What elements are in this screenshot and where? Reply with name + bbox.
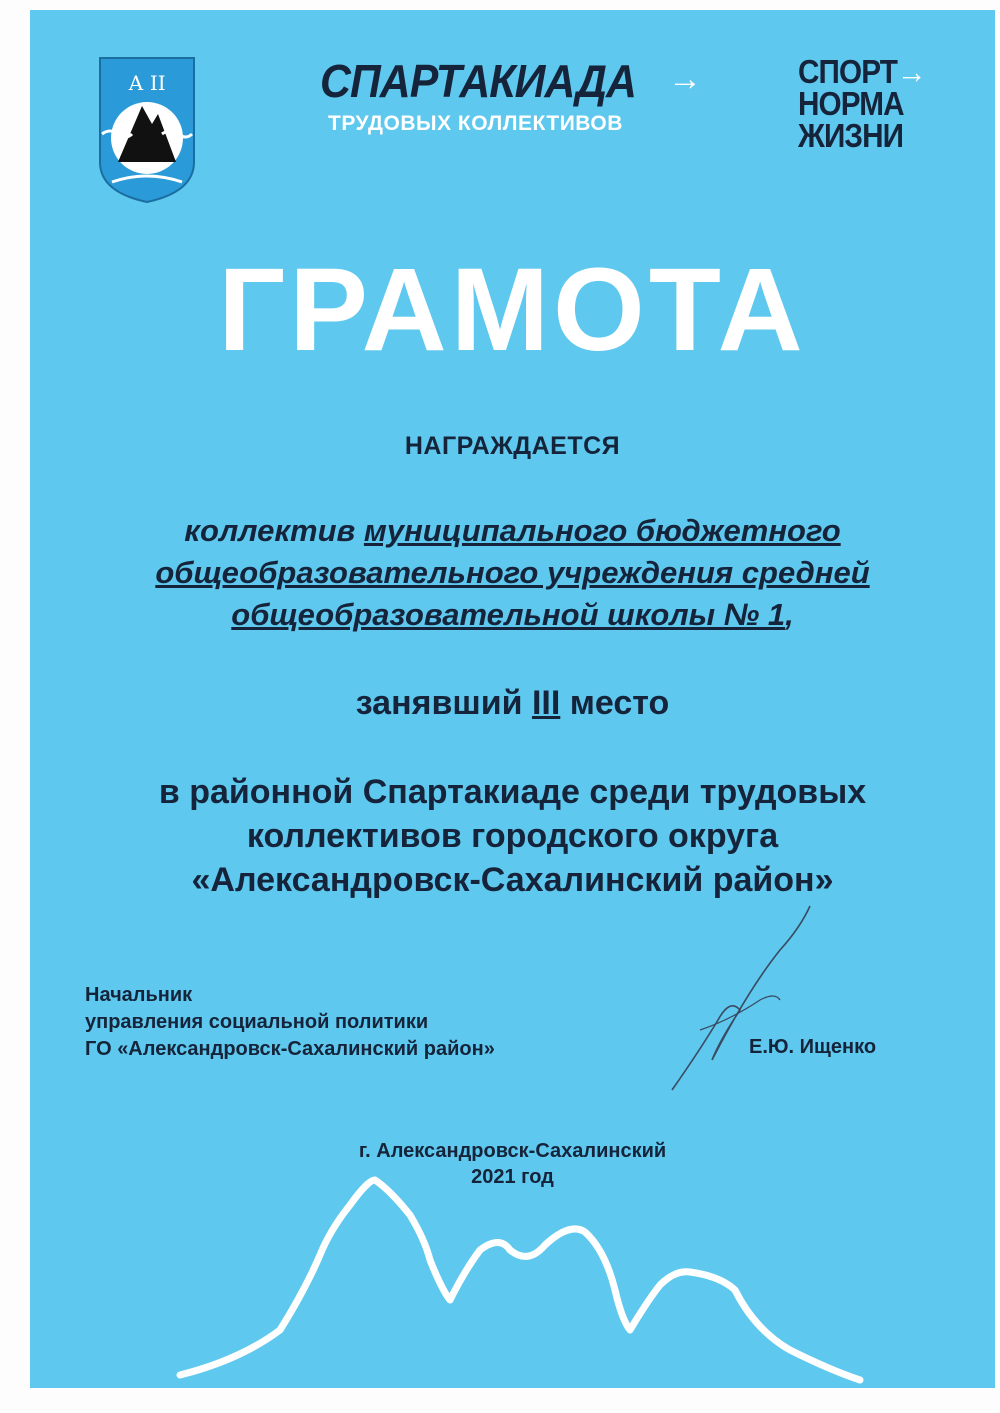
sport-norma-logo — [798, 53, 958, 154]
arrow-right-icon: → — [896, 53, 926, 90]
sport-logo-line-1: СПОРТ→ — [798, 53, 926, 90]
recipient-text — [70, 510, 955, 636]
signatory-name: Е.Ю. Ищенко — [749, 1036, 877, 1058]
footer-year: 2021 год — [471, 1166, 554, 1188]
recipient-line-2: общеобразовательного учреждения средней — [155, 555, 870, 590]
sport-logo-line-3: ЖИЗНИ — [798, 117, 904, 154]
recipient-prefix: коллектив — [184, 513, 364, 548]
event-line-1: в районной Спартакиаде среди трудовых — [158, 773, 867, 811]
certificate-title: ГРАМОТА — [218, 244, 807, 376]
awarded-label: НАГРАЖДАЕТСЯ — [404, 432, 621, 460]
spartakiada-subtitle: ТРУДОВЫХ КОЛЛЕКТИВОВ — [328, 112, 623, 135]
recipient-suffix: , — [785, 597, 794, 632]
event-text — [70, 770, 955, 902]
city-coat-of-arms-icon — [92, 54, 202, 204]
signatory-line-2: управления социальной политики — [85, 1011, 429, 1033]
spartakiada-logo — [320, 54, 720, 150]
event-line-3: «Александровск-Сахалинский район» — [191, 861, 834, 899]
mountains-outline-decoration — [30, 1160, 995, 1388]
signatory-line-1: Начальник — [85, 984, 193, 1006]
recipient-line-3: общеобразовательной школы № 1 — [231, 597, 786, 632]
sport-logo-line-2: НОРМА — [798, 85, 904, 122]
recipient-line-1: муниципального бюджетного — [363, 513, 841, 548]
arrow-right-icon: → — [668, 60, 702, 98]
place-rank: III — [531, 684, 561, 722]
spartakiada-title: СПАРТАКИАДА — [320, 55, 636, 107]
place-text: занявший III место — [355, 684, 670, 722]
coat-emblem-letters: А II — [128, 71, 166, 95]
event-line-2: коллективов городского округа — [246, 817, 779, 855]
signatory-title — [85, 982, 495, 1063]
footer-city: г. Александровск-Сахалинский — [358, 1140, 667, 1162]
handwritten-signature — [660, 900, 820, 1100]
certificate-sheet — [30, 10, 995, 1388]
signatory-line-3: ГО «Александровск-Сахалинский район» — [85, 1038, 495, 1060]
